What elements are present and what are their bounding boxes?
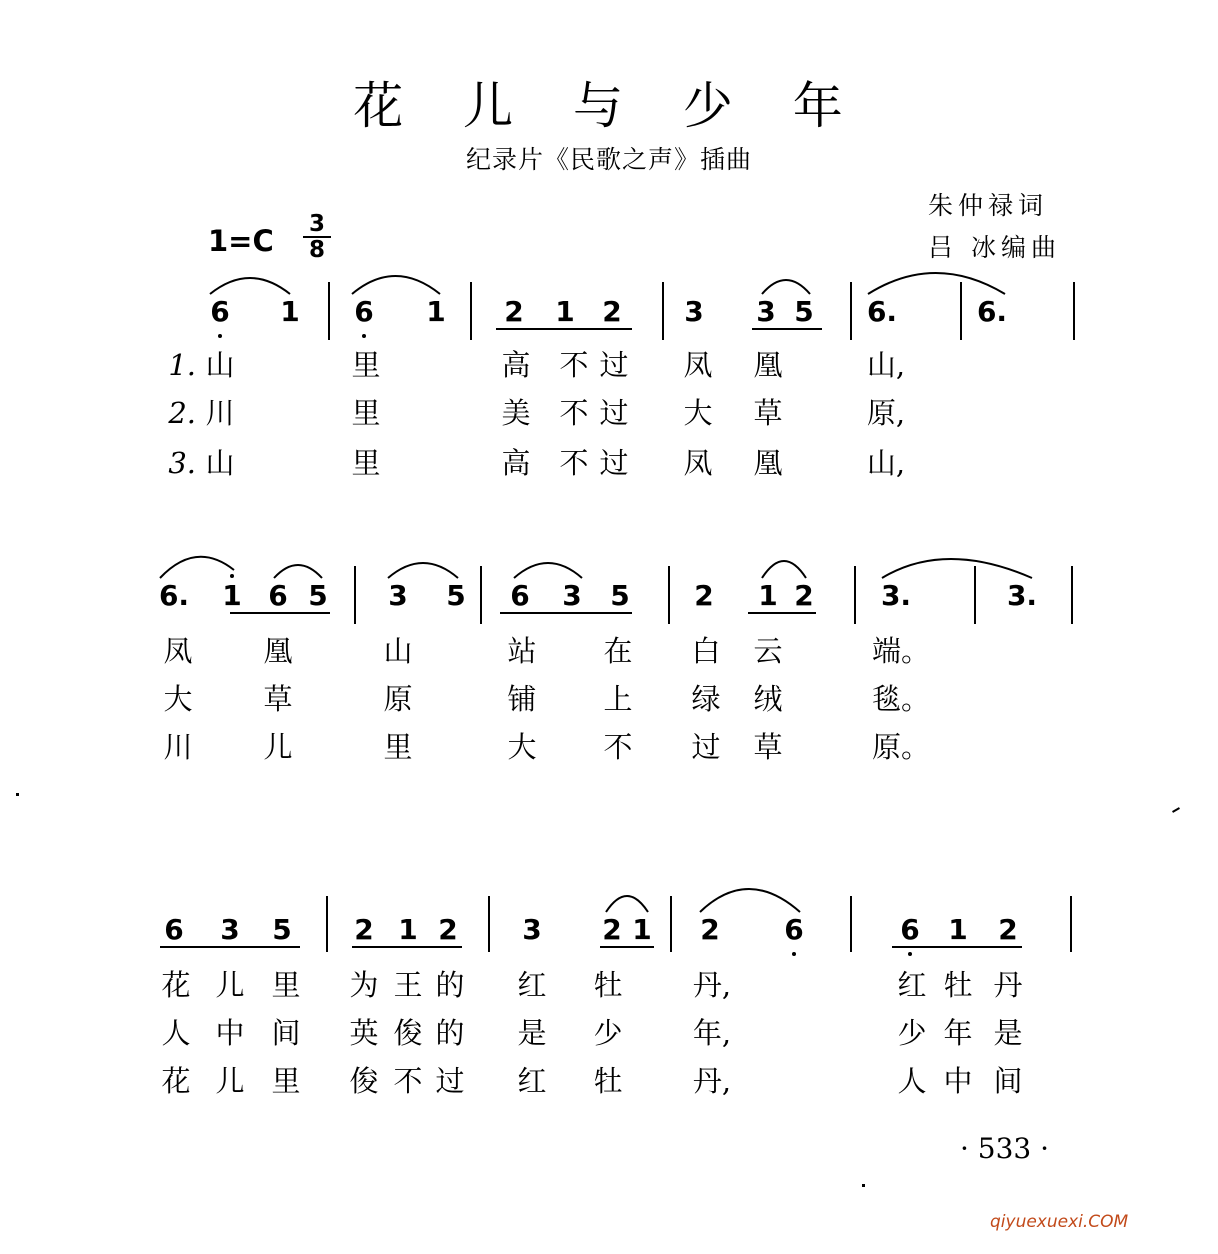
lyric-char: 丹,	[692, 1064, 732, 1098]
lyric-char: 儿	[263, 730, 293, 764]
lyric-char: 铺	[507, 682, 537, 716]
jianpu-note: 6	[210, 295, 230, 328]
slur	[388, 563, 458, 578]
jianpu-note: 2	[700, 913, 720, 946]
lyric-char: 花	[161, 968, 191, 1002]
bar-line	[328, 282, 330, 340]
jianpu-note: 1	[426, 295, 446, 328]
lyric-char: 少	[593, 1016, 623, 1050]
lyric-char: 凰	[263, 634, 293, 668]
lyric-char: 牡	[593, 1064, 623, 1098]
bar-line	[850, 282, 852, 340]
lyric-char: 丹,	[692, 968, 732, 1002]
arranger-credit: 吕 冰编曲	[928, 233, 1061, 262]
bar-line	[974, 566, 976, 624]
lyric-char: 不	[559, 396, 589, 430]
lyric-char: 不	[393, 1064, 423, 1098]
jianpu-note: 2	[794, 579, 814, 612]
lyric-char: 的	[435, 1016, 465, 1050]
lyric-char: 过	[691, 730, 721, 764]
lyric-char: 儿	[215, 1064, 245, 1098]
jianpu-note: 3.	[880, 579, 912, 612]
jianpu-note: 2	[998, 913, 1018, 946]
lyric-char: 山	[205, 446, 235, 480]
lyric-char: 是	[993, 1016, 1023, 1050]
jianpu-note: 1	[222, 579, 242, 612]
jianpu-note: 2	[504, 295, 524, 328]
lyric-char: 少	[897, 1016, 927, 1050]
lyric-char: 是	[517, 1016, 547, 1050]
lyric-char: 间	[271, 1016, 301, 1050]
bar-line	[470, 282, 472, 340]
slur	[160, 557, 234, 578]
lyric-char: 里	[351, 348, 381, 382]
bar-line	[354, 566, 356, 624]
scan-speck	[862, 1184, 865, 1187]
lyric-char: 高	[501, 348, 531, 382]
jianpu-note: 3	[756, 295, 776, 328]
verse-number: 3.	[168, 446, 196, 480]
lyric-char: 美	[501, 396, 531, 430]
lyric-char: 过	[599, 446, 629, 480]
lyric-char: 牡	[593, 968, 623, 1002]
jianpu-note: 3	[562, 579, 582, 612]
jianpu-note: 6	[164, 913, 184, 946]
beam-underline	[748, 612, 816, 614]
lyric-char: 王	[393, 968, 423, 1002]
lyric-char: 年,	[692, 1016, 732, 1050]
lyric-char: 原	[383, 682, 413, 716]
lyric-char: 端。	[872, 634, 931, 668]
jianpu-note: 6.	[158, 579, 190, 612]
lyric-char: 人	[897, 1064, 927, 1098]
lyric-char: 里	[351, 446, 381, 480]
jianpu-note: 2	[438, 913, 458, 946]
octave-dot-below	[218, 334, 222, 338]
scan-speck	[16, 793, 19, 796]
jianpu-note: 1	[280, 295, 300, 328]
lyric-char: 绿	[691, 682, 721, 716]
beam-underline	[600, 946, 654, 948]
beam-underline	[500, 612, 632, 614]
lyric-char: 过	[599, 396, 629, 430]
octave-dot-below	[792, 952, 796, 956]
jianpu-note: 1	[758, 579, 778, 612]
lyric-char: 红	[517, 968, 547, 1002]
jianpu-note: 2	[602, 295, 622, 328]
lyric-char: 大	[507, 730, 537, 764]
jianpu-note: 5	[272, 913, 292, 946]
jianpu-note: 6	[268, 579, 288, 612]
verse-number: 2.	[168, 396, 196, 430]
jianpu-note: 5	[308, 579, 328, 612]
lyric-char: 山	[383, 634, 413, 668]
jianpu-note: 1	[632, 913, 652, 946]
lyric-char: 草	[263, 682, 293, 716]
bar-line	[480, 566, 482, 624]
lyric-char: 里	[383, 730, 413, 764]
jianpu-note: 1	[948, 913, 968, 946]
lyric-char: 间	[993, 1064, 1023, 1098]
lyric-char: 原。	[872, 730, 931, 764]
jianpu-note: 5	[610, 579, 630, 612]
bar-line	[488, 896, 490, 952]
lyric-char: 不	[559, 348, 589, 382]
bar-line	[960, 282, 962, 340]
key-signature: 1=C	[208, 224, 274, 258]
time-signature-numerator: 3	[308, 211, 325, 237]
lyric-char: 草	[753, 730, 783, 764]
jianpu-note: 3	[220, 913, 240, 946]
lyric-char: 川	[163, 730, 193, 764]
lyric-char: 人	[161, 1016, 191, 1050]
slur	[352, 276, 440, 294]
lyric-char: 儿	[215, 968, 245, 1002]
slur	[762, 280, 810, 294]
time-signature-denominator: 8	[308, 237, 325, 263]
lyric-char: 站	[507, 634, 537, 668]
lyric-char: 的	[435, 968, 465, 1002]
lyric-char: 为	[349, 968, 379, 1002]
bar-line	[670, 896, 672, 952]
lyric-char: 过	[599, 348, 629, 382]
jianpu-note: 5	[446, 579, 466, 612]
song-title: 花 儿 与 少 年	[353, 77, 865, 135]
lyric-char: 牡	[943, 968, 973, 1002]
lyric-char: 凰	[753, 446, 783, 480]
beam-underline	[752, 328, 822, 330]
song-subtitle: 纪录片《民歌之声》插曲	[465, 145, 752, 174]
beam-underline	[160, 946, 300, 948]
lyricist-credit: 朱仲禄词	[928, 191, 1049, 220]
slur	[762, 561, 806, 578]
jianpu-note: 3	[522, 913, 542, 946]
slur	[882, 559, 1032, 578]
octave-dot-below	[362, 334, 366, 338]
lyric-char: 不	[603, 730, 633, 764]
lyric-char: 红	[517, 1064, 547, 1098]
lyric-char: 年	[943, 1016, 973, 1050]
lyric-char: 俊	[393, 1016, 423, 1050]
lyric-char: 中	[215, 1016, 245, 1050]
lyric-char: 原,	[866, 396, 906, 430]
jianpu-note: 6	[900, 913, 920, 946]
jianpu-note: 2	[602, 913, 622, 946]
jianpu-note: 1	[398, 913, 418, 946]
lyric-char: 凤	[683, 446, 713, 480]
beam-underline	[352, 946, 462, 948]
jianpu-note: 6	[354, 295, 374, 328]
jianpu-note: 3.	[1006, 579, 1038, 612]
bar-line	[662, 282, 664, 340]
lyric-char: 中	[943, 1064, 973, 1098]
lyric-char: 绒	[753, 682, 783, 716]
lyric-char: 白	[691, 634, 721, 668]
beam-underline	[230, 612, 330, 614]
lyric-char: 毯。	[872, 682, 931, 716]
lyric-char: 俊	[349, 1064, 379, 1098]
lyric-char: 凤	[163, 634, 193, 668]
lyric-char: 不	[559, 446, 589, 480]
lyric-char: 花	[161, 1064, 191, 1098]
bar-line	[326, 896, 328, 952]
lyric-char: 山,	[866, 446, 906, 480]
slur	[700, 889, 800, 912]
page-number: · 533 ·	[960, 1132, 1050, 1165]
lyric-char: 红	[897, 968, 927, 1002]
lyric-char: 里	[271, 968, 301, 1002]
lyric-char: 川	[205, 396, 235, 430]
slur	[606, 896, 648, 912]
jianpu-note: 6	[784, 913, 804, 946]
slur	[868, 273, 1005, 294]
jianpu-note: 6.	[866, 295, 898, 328]
lyric-char: 云	[753, 634, 783, 668]
slur	[514, 563, 582, 578]
lyric-char: 大	[163, 682, 193, 716]
bar-line	[854, 566, 856, 624]
lyric-char: 过	[435, 1064, 465, 1098]
lyric-char: 凰	[753, 348, 783, 382]
jianpu-note: 2	[694, 579, 714, 612]
site-watermark: qiyuexuexi.COM	[990, 1212, 1129, 1232]
jianpu-note: 3	[388, 579, 408, 612]
verse-number: 1.	[168, 348, 196, 382]
lyric-char: 丹	[993, 968, 1023, 1002]
bar-line	[668, 566, 670, 624]
lyric-char: 里	[351, 396, 381, 430]
jianpu-note: 1	[555, 295, 575, 328]
lyric-char: 草	[753, 396, 783, 430]
bar-line	[1070, 896, 1072, 952]
lyric-char: 高	[501, 446, 531, 480]
lyric-char: 里	[271, 1064, 301, 1098]
beam-underline	[892, 946, 1022, 948]
jianpu-note: 2	[354, 913, 374, 946]
slur	[210, 278, 290, 294]
jianpu-note: 6.	[976, 295, 1008, 328]
lyric-char: 凤	[683, 348, 713, 382]
jianpu-note: 3	[684, 295, 704, 328]
lyric-char: 英	[349, 1016, 379, 1050]
beam-underline	[496, 328, 632, 330]
lyric-char: 在	[603, 634, 633, 668]
bar-line	[850, 896, 852, 952]
bar-line	[1071, 566, 1073, 624]
slur	[274, 565, 322, 578]
jianpu-note: 5	[794, 295, 814, 328]
octave-dot-above	[230, 574, 234, 578]
lyric-char: 山	[205, 348, 235, 382]
lyric-char: 上	[603, 682, 633, 716]
jianpu-note: 6	[510, 579, 530, 612]
octave-dot-below	[908, 952, 912, 956]
lyric-char: 山,	[866, 348, 906, 382]
bar-line	[1073, 282, 1075, 340]
lyric-char: 大	[683, 396, 713, 430]
